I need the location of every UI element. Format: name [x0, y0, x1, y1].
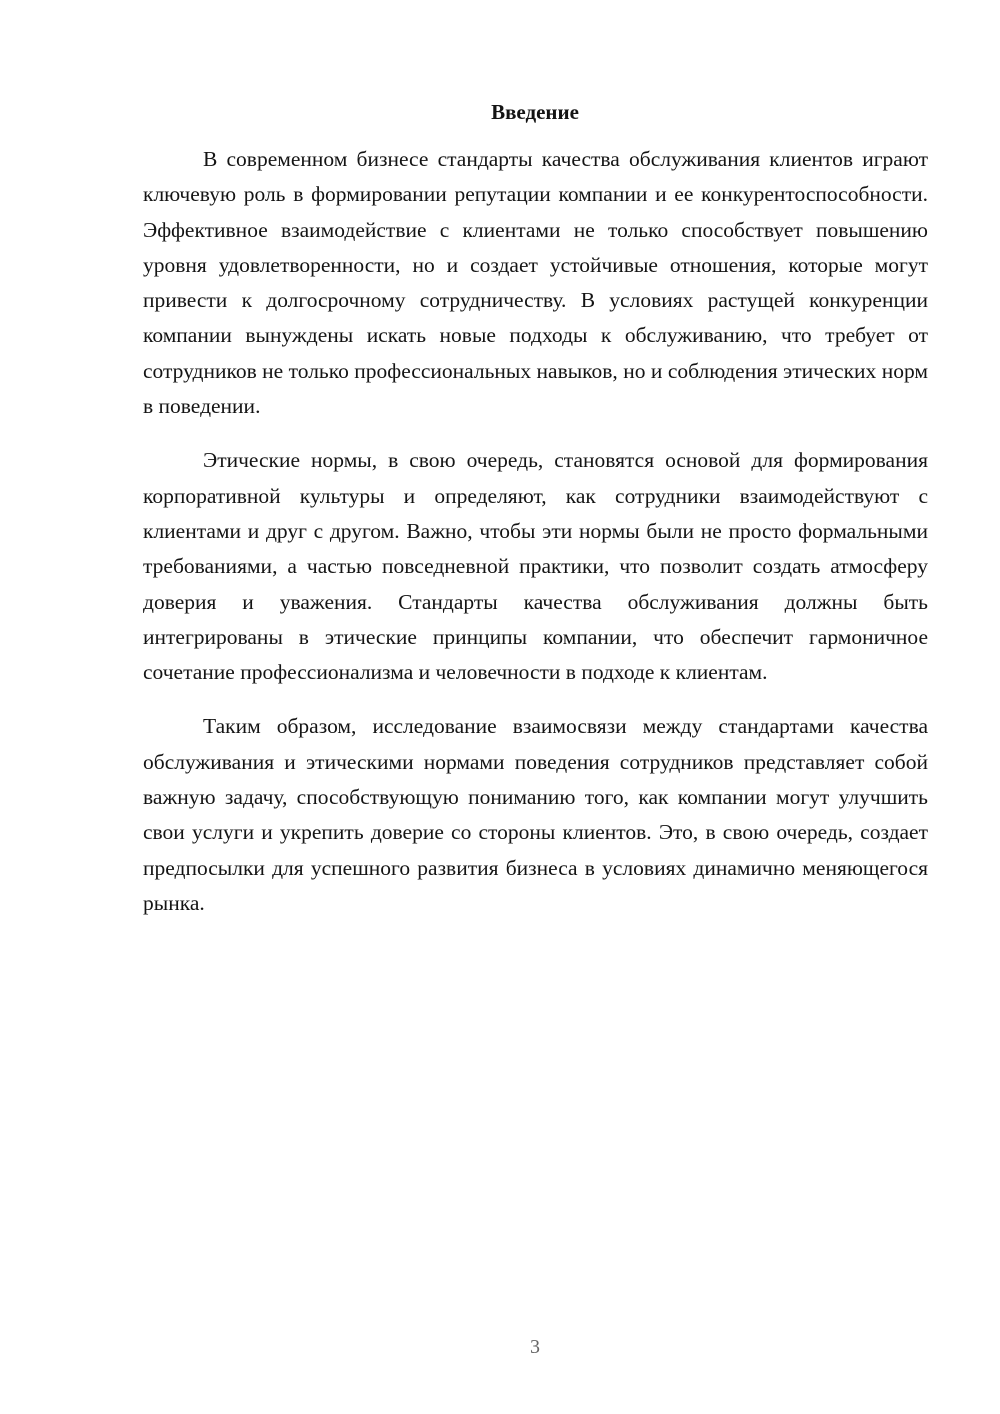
paragraph-3: Таким образом, исследование взаимосвязи между стандартами качества обслуживания и этическими нормами поведения сотрудников представляет собой важную задачу, способствующую пониманию того, как компании могут улучшить свои услуги и укрепить доверие со стороны клиентов. Это, в свою очередь, создает предпосылки для успешного развития бизнеса в условиях динамично меняющегося рынка.	[143, 714, 928, 915]
paragraph-2: Этические нормы, в свою очередь, становятся основой для формирования корпоративной культуры и определяют, как сотрудники взаимодействуют с клиентами и друг с другом. Важно, чтобы эти нормы были не просто формальными требованиями, а частью повседневной практики, что позволит создать атмосферу доверия и уважения. Стандарты качества обслуживания должны быть интегрированы в этические принципы компании, что обеспечит гармоничное сочетание профессионализма и человечности в подходе к клиентам.	[143, 448, 928, 685]
page-number: 3	[530, 1336, 540, 1358]
body-text	[143, 142, 928, 921]
section-heading: Введение	[491, 100, 579, 124]
paragraph-1: В современном бизнесе стандарты качества обслуживания клиентов играют ключевую роль в формировании репутации компании и ее конкурентоспособности. Эффективное взаимодействие с клиентами не только способствует повышению уровня удовлетворенности, но и создает устойчивые отношения, которые могут привести к долгосрочному сотрудничеству. В условиях растущей конкуренции компании вынуждены искать новые подходы к обслуживанию, что требует от сотрудников не только профессиональных навыков, но и соблюдения этических норм в поведении.	[143, 147, 928, 419]
